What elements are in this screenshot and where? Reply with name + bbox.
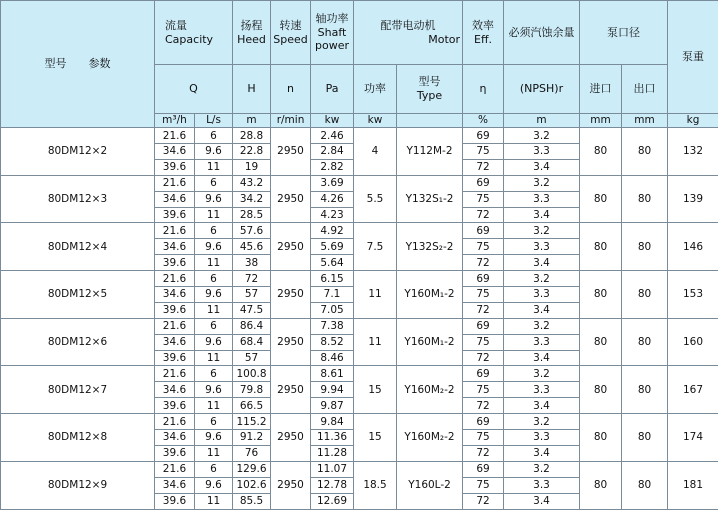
flow-m3h-cell: 34.6 [155, 382, 195, 398]
head-cell: 91.2 [233, 430, 271, 446]
motor-type-label: 型号 Type [397, 65, 463, 114]
inlet-cell: 80 [580, 128, 622, 176]
npsh-cell: 3.2 [504, 366, 580, 382]
npsh-header: 必须汽蚀余量 [504, 1, 580, 65]
flow-m3h-cell: 21.6 [155, 366, 195, 382]
flow-m3h-cell: 39.6 [155, 159, 195, 175]
speed-symbol: n [271, 65, 311, 114]
model-cell: 80DM12×9 [1, 461, 155, 509]
flow-symbol: Q [155, 65, 233, 114]
model-cell: 80DM12×6 [1, 318, 155, 366]
flow-ls-cell: 11 [195, 255, 233, 271]
flow-ls-cell: 6 [195, 366, 233, 382]
flow-header: 流量 Capacity [155, 1, 233, 65]
head-cell: 57 [233, 350, 271, 366]
shaft-power-cell: 3.69 [311, 175, 354, 191]
efficiency-cell: 69 [463, 318, 504, 334]
npsh-cell: 3.3 [504, 144, 580, 160]
shaft-power-cell: 6.15 [311, 271, 354, 287]
head-cell: 76 [233, 445, 271, 461]
table-row [1, 318, 718, 334]
inlet-label: 进口 [580, 65, 622, 114]
motor-type-cell: Y112M-2 [397, 128, 463, 176]
flow-m3h-cell: 21.6 [155, 271, 195, 287]
npsh-cell: 3.4 [504, 302, 580, 318]
shaft-power-cell: 8.52 [311, 334, 354, 350]
motor-power-cell: 4 [354, 128, 397, 176]
model-param-header: 型号 参数 [1, 1, 155, 128]
unit-inlet: mm [580, 114, 622, 128]
shaft-power-cell: 8.46 [311, 350, 354, 366]
npsh-cell: 3.3 [504, 191, 580, 207]
shaft-power-cell: 12.78 [311, 477, 354, 493]
efficiency-cell: 72 [463, 302, 504, 318]
shaft-power-cell: 11.28 [311, 445, 354, 461]
flow-ls-cell: 9.6 [195, 287, 233, 303]
weight-cell: 160 [668, 318, 718, 366]
shaft-power-cell: 2.84 [311, 144, 354, 160]
unit-q2: L/s [195, 114, 233, 128]
flow-m3h-cell: 34.6 [155, 144, 195, 160]
head-cell: 45.6 [233, 239, 271, 255]
head-cell: 34.2 [233, 191, 271, 207]
unit-h: m [233, 114, 271, 128]
flow-ls-cell: 6 [195, 223, 233, 239]
table-row [1, 128, 718, 144]
unit-outlet: mm [622, 114, 668, 128]
model-cell: 80DM12×7 [1, 366, 155, 414]
motor-power-cell: 15 [354, 414, 397, 462]
head-cell: 86.4 [233, 318, 271, 334]
shaft-power-cell: 9.87 [311, 398, 354, 414]
outlet-cell: 80 [622, 271, 668, 319]
flow-ls-cell: 6 [195, 318, 233, 334]
npsh-cell: 3.4 [504, 398, 580, 414]
efficiency-cell: 72 [463, 350, 504, 366]
flow-m3h-cell: 21.6 [155, 318, 195, 334]
motor-type-cell: Y160M₂-2 [397, 366, 463, 414]
speed-cell: 2950 [271, 223, 311, 271]
weight-header: 泵重 [668, 1, 718, 114]
flow-m3h-cell: 34.6 [155, 287, 195, 303]
shaft-power-cell: 7.1 [311, 287, 354, 303]
flow-ls-cell: 9.6 [195, 144, 233, 160]
model-cell: 80DM12×2 [1, 128, 155, 176]
npsh-cell: 3.4 [504, 445, 580, 461]
efficiency-cell: 69 [463, 414, 504, 430]
table-row [1, 366, 718, 382]
flow-ls-cell: 11 [195, 398, 233, 414]
npsh-cell: 3.2 [504, 318, 580, 334]
efficiency-cell: 75 [463, 334, 504, 350]
efficiency-cell: 69 [463, 271, 504, 287]
shaft-power-cell: 4.92 [311, 223, 354, 239]
speed-cell: 2950 [271, 461, 311, 509]
efficiency-cell: 69 [463, 128, 504, 144]
efficiency-cell: 69 [463, 175, 504, 191]
speed-cell: 2950 [271, 271, 311, 319]
npsh-cell: 3.3 [504, 287, 580, 303]
npsh-cell: 3.3 [504, 334, 580, 350]
unit-q1: m³/h [155, 114, 195, 128]
motor-power-cell: 5.5 [354, 175, 397, 223]
unit-weight: kg [668, 114, 718, 128]
outlet-cell: 80 [622, 128, 668, 176]
motor-type-cell: Y160L-2 [397, 461, 463, 509]
inlet-cell: 80 [580, 223, 622, 271]
shaft-power-cell: 8.61 [311, 366, 354, 382]
flow-m3h-cell: 39.6 [155, 207, 195, 223]
head-cell: 115.2 [233, 414, 271, 430]
flow-ls-cell: 6 [195, 271, 233, 287]
table-row [1, 223, 718, 239]
shaft-power-cell: 7.38 [311, 318, 354, 334]
inlet-cell: 80 [580, 318, 622, 366]
head-cell: 85.5 [233, 493, 271, 509]
head-cell: 28.5 [233, 207, 271, 223]
npsh-cell: 3.2 [504, 414, 580, 430]
head-symbol: H [233, 65, 271, 114]
motor-type-cell: Y160M₁-2 [397, 318, 463, 366]
table-row [1, 414, 718, 430]
efficiency-cell: 75 [463, 287, 504, 303]
motor-type-cell: Y160M₂-2 [397, 414, 463, 462]
efficiency-cell: 72 [463, 445, 504, 461]
speed-header: 转速 Speed [271, 1, 311, 65]
table-row [1, 461, 718, 477]
flow-m3h-cell: 34.6 [155, 239, 195, 255]
inlet-cell: 80 [580, 414, 622, 462]
flow-m3h-cell: 39.6 [155, 302, 195, 318]
efficiency-cell: 75 [463, 144, 504, 160]
efficiency-cell: 72 [463, 493, 504, 509]
weight-cell: 181 [668, 461, 718, 509]
weight-cell: 174 [668, 414, 718, 462]
shaft-power-cell: 2.82 [311, 159, 354, 175]
flow-m3h-cell: 39.6 [155, 398, 195, 414]
npsh-cell: 3.4 [504, 207, 580, 223]
npsh-cell: 3.4 [504, 159, 580, 175]
head-cell: 19 [233, 159, 271, 175]
efficiency-header: 效率 Eff. [463, 1, 504, 65]
head-cell: 79.8 [233, 382, 271, 398]
efficiency-cell: 69 [463, 366, 504, 382]
inlet-cell: 80 [580, 271, 622, 319]
flow-ls-cell: 11 [195, 350, 233, 366]
table-body [1, 1, 718, 510]
flow-m3h-cell: 34.6 [155, 430, 195, 446]
unit-npsh: m [504, 114, 580, 128]
flow-ls-cell: 6 [195, 175, 233, 191]
head-cell: 22.8 [233, 144, 271, 160]
head-cell: 102.6 [233, 477, 271, 493]
weight-cell: 146 [668, 223, 718, 271]
motor-type-cell: Y132S₂-2 [397, 223, 463, 271]
npsh-cell: 3.2 [504, 223, 580, 239]
efficiency-cell: 72 [463, 255, 504, 271]
unit-pa: kw [311, 114, 354, 128]
shaft-power-cell: 4.26 [311, 191, 354, 207]
outlet-cell: 80 [622, 414, 668, 462]
motor-power-cell: 18.5 [354, 461, 397, 509]
head-cell: 38 [233, 255, 271, 271]
head-cell: 66.5 [233, 398, 271, 414]
shaft-power-cell: 11.36 [311, 430, 354, 446]
npsh-cell: 3.3 [504, 239, 580, 255]
head-cell: 43.2 [233, 175, 271, 191]
model-cell: 80DM12×4 [1, 223, 155, 271]
motor-power-cell: 15 [354, 366, 397, 414]
head-cell: 129.6 [233, 461, 271, 477]
flow-ls-cell: 11 [195, 445, 233, 461]
model-cell: 80DM12×8 [1, 414, 155, 462]
outlet-cell: 80 [622, 318, 668, 366]
flow-m3h-cell: 39.6 [155, 493, 195, 509]
shaft-power-cell: 9.84 [311, 414, 354, 430]
head-cell: 100.8 [233, 366, 271, 382]
unit-motor-type [397, 114, 463, 128]
motor-header: 配带电动机 Motor [354, 1, 463, 65]
unit-n: r/min [271, 114, 311, 128]
speed-cell: 2950 [271, 414, 311, 462]
eff-symbol: η [463, 65, 504, 114]
efficiency-cell: 75 [463, 382, 504, 398]
efficiency-cell: 72 [463, 159, 504, 175]
flow-ls-cell: 11 [195, 159, 233, 175]
head-header: 扬程 Heed [233, 1, 271, 65]
unit-eff: % [463, 114, 504, 128]
weight-cell: 132 [668, 128, 718, 176]
weight-cell: 139 [668, 175, 718, 223]
efficiency-cell: 75 [463, 430, 504, 446]
speed-cell: 2950 [271, 318, 311, 366]
head-cell: 57.6 [233, 223, 271, 239]
flow-ls-cell: 6 [195, 414, 233, 430]
efficiency-cell: 72 [463, 207, 504, 223]
shaft-power-cell: 7.05 [311, 302, 354, 318]
table-row [1, 271, 718, 287]
shaft-symbol: Pa [311, 65, 354, 114]
inlet-cell: 80 [580, 366, 622, 414]
flow-m3h-cell: 21.6 [155, 128, 195, 144]
npsh-cell: 3.3 [504, 382, 580, 398]
npsh-cell: 3.4 [504, 255, 580, 271]
outlet-cell: 80 [622, 223, 668, 271]
motor-power-cell: 11 [354, 318, 397, 366]
table-row [1, 175, 718, 191]
head-cell: 57 [233, 287, 271, 303]
flow-m3h-cell: 39.6 [155, 255, 195, 271]
shaft-power-cell: 2.46 [311, 128, 354, 144]
efficiency-cell: 75 [463, 477, 504, 493]
speed-cell: 2950 [271, 128, 311, 176]
flow-m3h-cell: 39.6 [155, 445, 195, 461]
head-cell: 72 [233, 271, 271, 287]
header-row-1 [1, 1, 718, 65]
efficiency-cell: 69 [463, 461, 504, 477]
npsh-cell: 3.2 [504, 271, 580, 287]
efficiency-cell: 75 [463, 239, 504, 255]
model-cell: 80DM12×5 [1, 271, 155, 319]
npsh-cell: 3.2 [504, 128, 580, 144]
head-cell: 47.5 [233, 302, 271, 318]
inlet-cell: 80 [580, 461, 622, 509]
flow-ls-cell: 11 [195, 493, 233, 509]
npsh-cell: 3.2 [504, 461, 580, 477]
outlet-cell: 80 [622, 175, 668, 223]
flow-ls-cell: 6 [195, 128, 233, 144]
shaft-power-cell: 11.07 [311, 461, 354, 477]
model-cell: 80DM12×3 [1, 175, 155, 223]
head-cell: 28.8 [233, 128, 271, 144]
shaft-power-header: 轴功率 Shaft power [311, 1, 354, 65]
flow-ls-cell: 6 [195, 461, 233, 477]
npsh-cell: 3.4 [504, 350, 580, 366]
efficiency-cell: 72 [463, 398, 504, 414]
speed-cell: 2950 [271, 366, 311, 414]
flow-ls-cell: 9.6 [195, 334, 233, 350]
shaft-power-cell: 5.69 [311, 239, 354, 255]
flow-m3h-cell: 34.6 [155, 477, 195, 493]
motor-type-cell: Y160M₁-2 [397, 271, 463, 319]
unit-motor-power: kw [354, 114, 397, 128]
flow-m3h-cell: 21.6 [155, 414, 195, 430]
flow-m3h-cell: 34.6 [155, 334, 195, 350]
flow-ls-cell: 11 [195, 302, 233, 318]
npsh-symbol: (NPSH)r [504, 65, 580, 114]
motor-type-cell: Y132S₁-2 [397, 175, 463, 223]
flow-ls-cell: 9.6 [195, 382, 233, 398]
flow-m3h-cell: 34.6 [155, 191, 195, 207]
weight-cell: 153 [668, 271, 718, 319]
flow-m3h-cell: 21.6 [155, 175, 195, 191]
npsh-cell: 3.4 [504, 493, 580, 509]
flow-ls-cell: 9.6 [195, 191, 233, 207]
inlet-cell: 80 [580, 175, 622, 223]
outlet-cell: 80 [622, 366, 668, 414]
speed-cell: 2950 [271, 175, 311, 223]
npsh-cell: 3.2 [504, 175, 580, 191]
flow-ls-cell: 11 [195, 207, 233, 223]
motor-power-cell: 11 [354, 271, 397, 319]
flow-m3h-cell: 21.6 [155, 461, 195, 477]
npsh-cell: 3.3 [504, 430, 580, 446]
shaft-power-cell: 12.69 [311, 493, 354, 509]
outlet-cell: 80 [622, 461, 668, 509]
port-header: 泵口径 [580, 1, 668, 65]
efficiency-cell: 69 [463, 223, 504, 239]
flow-m3h-cell: 21.6 [155, 223, 195, 239]
motor-power-cell: 7.5 [354, 223, 397, 271]
flow-ls-cell: 9.6 [195, 239, 233, 255]
head-cell: 68.4 [233, 334, 271, 350]
flow-ls-cell: 9.6 [195, 430, 233, 446]
npsh-cell: 3.3 [504, 477, 580, 493]
efficiency-cell: 75 [463, 191, 504, 207]
flow-m3h-cell: 39.6 [155, 350, 195, 366]
shaft-power-cell: 9.94 [311, 382, 354, 398]
flow-ls-cell: 9.6 [195, 477, 233, 493]
shaft-power-cell: 5.64 [311, 255, 354, 271]
shaft-power-cell: 4.23 [311, 207, 354, 223]
motor-power-label: 功率 [354, 65, 397, 114]
weight-cell: 167 [668, 366, 718, 414]
outlet-label: 出口 [622, 65, 668, 114]
